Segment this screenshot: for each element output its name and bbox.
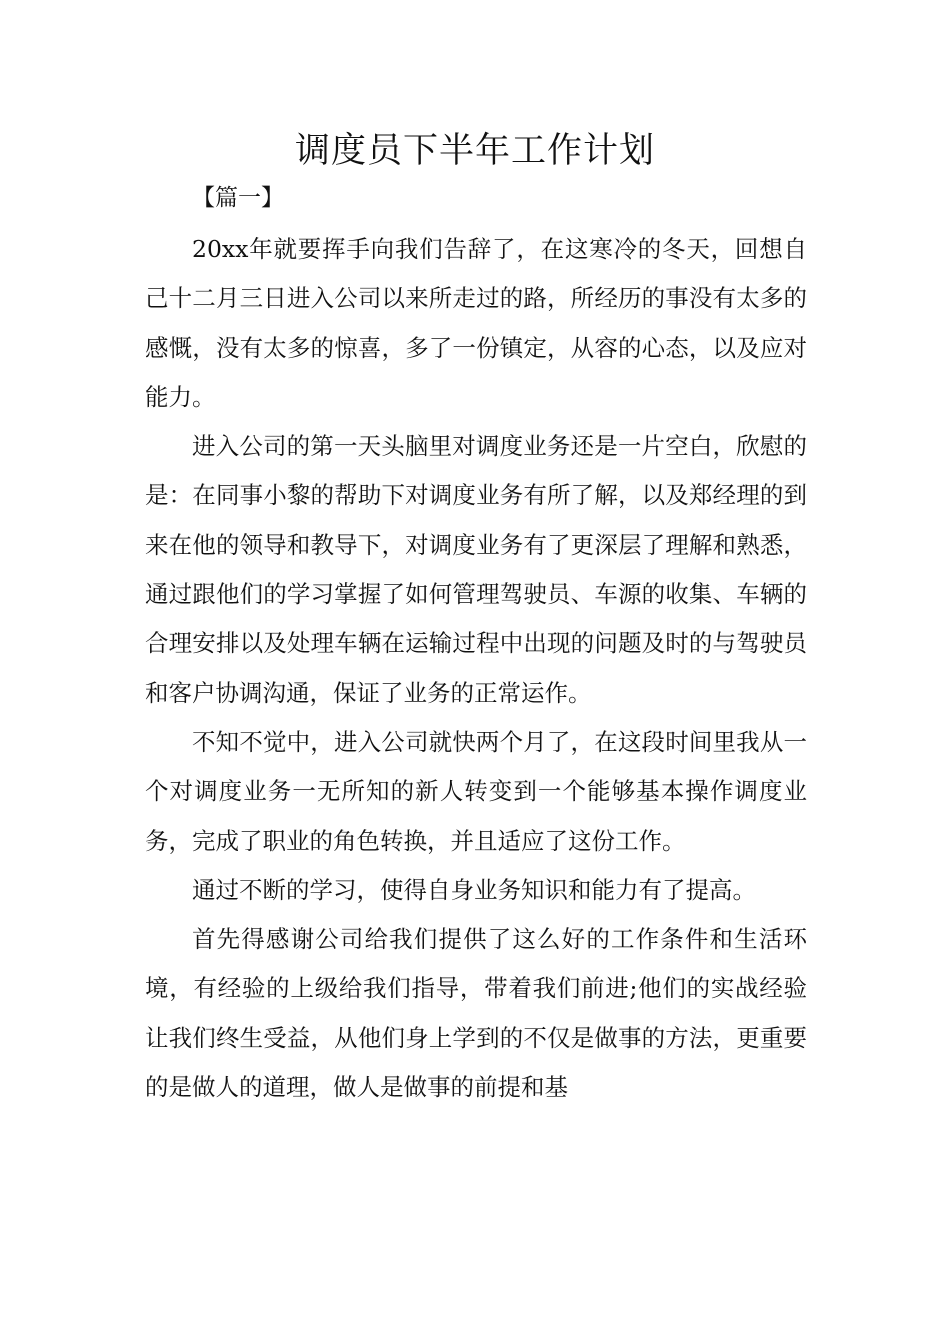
document-title: 调度员下半年工作计划: [294, 131, 655, 171]
paragraph: 通过不断的学习，使得自身业务知识和能力有了提高。: [192, 875, 756, 904]
paragraph: 不知不觉中，进入公司就快两个月了，在这段时间里我从一个对调度业务一无所知的新人转变到一个能够基本操作调度业务，完成了职业的角色转换，并且适应了这份工作。: [145, 727, 807, 855]
section-label: 【篇一】: [192, 185, 284, 211]
paragraph: 进入公司的第一天头脑里对调度业务还是一片空白，欣慰的是：在同事小黎的帮助下对调度业务有所了解，以及郑经理的到来在他的领导和教导下，对调度业务有了更深层了理解和熟悉，通过跟他们的学习掌握了如何管理驾驶员、车源的收集、车辆的合理安排以及处理车辆在运输过程中出现的问题及时的与驾驶员和客户协调沟通，保证了业务的正常运作。: [145, 432, 807, 707]
document-body: [145, 225, 807, 1112]
paragraph: 20xx年就要挥手向我们告辞了，在这寒冷的冬天，回想自己十二月三日进入公司以来所走过的路，所经历的事没有太多的感慨，没有太多的惊喜，多了一份镇定，从容的心态，以及应对能力。: [145, 235, 807, 411]
paragraph: 首先得感谢公司给我们提供了这么好的工作条件和生活环境，有经验的上级给我们指导，带着我们前进;他们的实战经验让我们终生受益，从他们身上学到的不仅是做事的方法，更重要的是做人的道理，做人是做事的前提和基: [145, 925, 807, 1102]
